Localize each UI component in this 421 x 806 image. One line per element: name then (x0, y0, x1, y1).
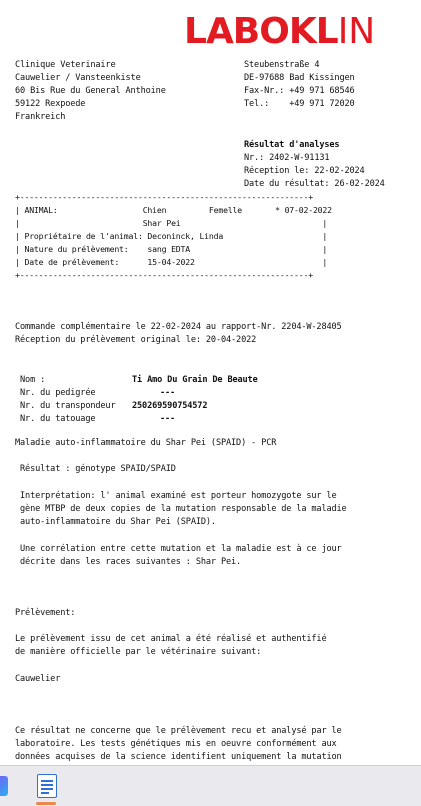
laboklin-logo: LABOKLIN (184, 11, 376, 52)
correlation-line: décrite dans les races suivantes : Shar Pei. (15, 557, 242, 567)
interp-line: gène MTBP de deux copies de la mutation responsable de la maladie (15, 504, 347, 514)
transponder-label: Nr. du transpondeur (15, 401, 116, 411)
pedigree-value: --- (160, 388, 176, 398)
result-header (244, 139, 385, 191)
sampling-line: de manière officielle par le vétérinaire suivant: (15, 647, 262, 657)
test-result: Résultat : génotype SPAID/SPAID (15, 464, 176, 474)
order-info (15, 321, 342, 347)
footer-line: données acquises de la science identifient uniquement la mutation (15, 752, 342, 762)
document-viewer-icon[interactable] (34, 772, 58, 800)
result-date: Date du résultat: 26-02-2024 (244, 179, 385, 189)
clinic-line: 60 Bis Rue du General Anthoine (15, 86, 166, 96)
footer-line: Ce résultat ne concerne que le prélèvement recu et analysé par le (15, 726, 342, 736)
footer-disclaimer (15, 725, 342, 764)
test-title: Maladie auto-inflammatoire du Shar Pei (SPAID) - PCR (15, 438, 277, 448)
clinic-line: Clinique Veterinaire (15, 60, 116, 70)
tattoo-value: --- (160, 414, 176, 424)
taskbar (0, 765, 421, 806)
box-row-animal: | ANIMAL: Chien Femelle * 07-02-2022 (15, 205, 332, 215)
box-border-top: +-------------------------------------------------------------+ (15, 192, 313, 202)
sampling-title: Prélèvement: (15, 608, 76, 618)
test-interpretation (15, 490, 347, 529)
footer-line: laboratoire. Les tests génétiques mis en oeuvre conformément aux (15, 739, 337, 749)
pedigree-label: Nr. du pedigrée (15, 388, 96, 398)
sampling-vet: Cauwelier (15, 674, 61, 684)
clinic-address (15, 59, 166, 124)
sampling-line: Le prélèvement issu de cet animal a été réalisé et authentifié (15, 634, 327, 644)
box-row-breed: | Shar Pei | (15, 218, 328, 228)
interp-line: auto-inflammatoire du Shar Pei (SPAID). (15, 517, 216, 527)
identity-labels (15, 374, 115, 426)
lab-address (244, 59, 355, 111)
order-line: Commande complémentaire le 22-02-2024 au rapport-Nr. 2204-W-28405 (15, 322, 342, 332)
result-title: Résultat d'analyses (244, 140, 340, 150)
result-number: Nr.: 2402-W-91131 (244, 153, 330, 163)
order-line: Réception du prélèvement original le: 20-04-2022 (15, 335, 257, 345)
animal-box (15, 191, 332, 282)
box-border-bottom: +-------------------------------------------------------------+ (15, 270, 313, 280)
app-icon[interactable] (0, 776, 8, 796)
test-correlation (15, 543, 342, 569)
box-row-owner: | Propriétaire de l'animal: Deconinck, Linda | (15, 231, 328, 241)
interp-line: Interprétation: l' animal examiné est porteur homozygote sur le (15, 491, 337, 501)
clinic-line: Frankreich (15, 112, 66, 122)
result-reception: Réception le: 22-02-2024 (244, 166, 365, 176)
box-row-sample-date: | Date de prélèvement: 15-04-2022 | (15, 257, 328, 267)
nom-value: Ti Amo Du Grain De Beaute (132, 375, 258, 385)
tattoo-label: Nr. du tatouage (15, 414, 96, 424)
lab-line: Fax-Nr.: +49 971 68546 (244, 86, 355, 96)
lab-line: DE-97688 Bad Kissingen (244, 73, 355, 83)
clinic-line: 59122 Rexpoede (15, 99, 86, 109)
transponder-value: 250269590754572 (132, 401, 208, 411)
lab-line: Tel.: +49 971 72020 (244, 99, 355, 109)
correlation-line: Une corrélation entre cette mutation et la maladie est à ce jour (15, 544, 342, 554)
box-row-sample-type: | Nature du prélèvement: sang EDTA | (15, 244, 328, 254)
clinic-line: Cauwelier / Vansteenkiste (15, 73, 141, 83)
sampling-text (15, 633, 326, 659)
lab-line: Steubenstraße 4 (244, 60, 320, 70)
nom-label: Nom : (15, 375, 46, 385)
